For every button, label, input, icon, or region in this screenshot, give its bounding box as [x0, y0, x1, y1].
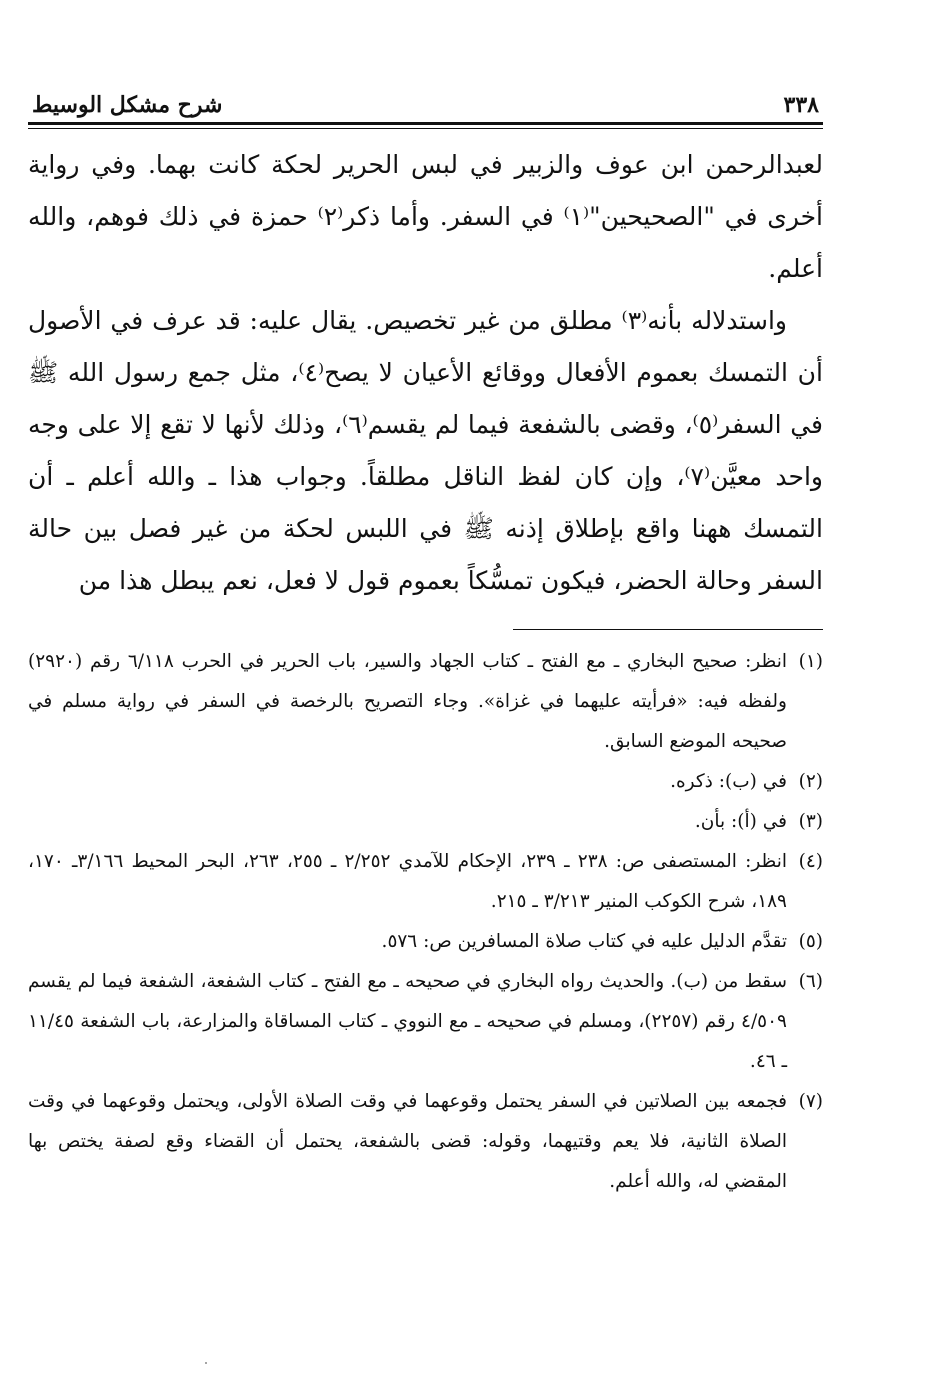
footnote-text: انظر: المستصفى ص: ٢٣٨ ـ ٢٣٩، الإحكام للآمدي ٢/٢٥٢ ـ ٢٥٥، ٢٦٣، البحر المحيط ٣/١٦٦ـ ١٧٠، ١٨٩، شرح الكوكب المنير ٣/٢١٣ ـ ٢١٥. [28, 851, 787, 912]
footnote-7 [28, 1082, 823, 1202]
footnote-separator [513, 629, 823, 630]
footnote-text: تقدَّم الدليل عليه في كتاب صلاة المسافرين ص: ٥٧٦. [381, 931, 787, 952]
footnote-text: انظر: صحيح البخاري ـ مع الفتح ـ كتاب الجهاد والسير، باب الحرير في الحرب ٦/١١٨ رقم (٢٩٢٠) ولفظه فيه: «فرأيته عليهما في غزاة». وجاء التصريح بالرخصة في السفر في رواية مسلم في صحيحه الموضع السابق. [28, 651, 787, 752]
footnote-4 [28, 842, 823, 922]
book-title: شرح مشكل الوسيط [32, 92, 223, 118]
footnote-5 [28, 922, 823, 962]
footnotes [28, 642, 823, 1202]
book-page [28, 90, 823, 1290]
footnote-3 [28, 802, 823, 842]
footnote-number: (٦) [798, 971, 823, 992]
footnote-number: (١) [798, 651, 823, 672]
footnote-number: (٢) [798, 771, 823, 792]
footnote-number: (٧) [798, 1091, 823, 1112]
footnote-1 [28, 642, 823, 762]
running-head [28, 90, 823, 118]
footnote-text: فجمعه بين الصلاتين في السفر يحتمل وقوعهما في وقت الصلاة الأولى، ويحتمل وقوعهما في وقت الصلاة الثانية، فلا يعم وقتيهما، وقوله: قضى بالشفعة، يحتمل أن القضاء وقع لصفة يختص بها المقضي له، والله أعلم. [28, 1091, 787, 1192]
paragraph-2: واستدلاله بأنه⁽٣⁾ مطلق من غير تخصيص. يقال عليه: قد عرف في الأصول أن التمسك بعموم الأفعال ووقائع الأعيان لا يصح⁽٤⁾، مثل جمع رسول الله ﷺ في السفر⁽٥⁾، وقضى بالشفعة فيما لم يقسم⁽٦⁾، وذلك لأنها لا تقع إلا على وجه واحد معيَّن⁽٧⁾، وإن كان لفظ الناقل مطلقاً. وجواب هذا ـ والله أعلم ـ أن التمسك ههنا واقع بإطلاق إذنه ﷺ في اللبس لحكة من غير فصل بين حالة السفر وحالة الحضر، فيكون تمسُّكاً بعموم قول لا فعل، نعم يبطل هذا من [28, 306, 824, 595]
footnote-6 [28, 962, 823, 1082]
footnote-number: (٣) [798, 811, 823, 832]
footnote-text: سقط من (ب). والحديث رواه البخاري في صحيحه ـ مع الفتح ـ كتاب الشفعة، الشفعة فيما لم يقسم ٤/٥٠٩ رقم (٢٢٥٧)، ومسلم في صحيحه ـ مع النووي ـ كتاب المساقاة والمزارعة، باب الشفعة ١١/٤٥ ـ ٤٦. [28, 971, 787, 1072]
scan-speck [205, 1362, 207, 1364]
footnote-text: في (أ): بأن. [694, 811, 787, 832]
footnote-number: (٤) [798, 851, 823, 872]
footnote-2 [28, 762, 823, 802]
header-rule [28, 122, 823, 129]
footnote-number: (٥) [798, 931, 823, 952]
main-text [28, 139, 823, 607]
paragraph-1: لعبدالرحمن ابن عوف والزبير في لبس الحرير لحكة كانت بهما. وفي رواية أخرى في "الصحيحين"⁽١⁾ في السفر. وأما ذكر⁽٢⁾ حمزة في ذلك فوهم، والله أعلم. [28, 150, 824, 283]
page-number: ٣٣٨ [783, 92, 819, 118]
footnote-text: في (ب): ذكره. [670, 771, 787, 792]
